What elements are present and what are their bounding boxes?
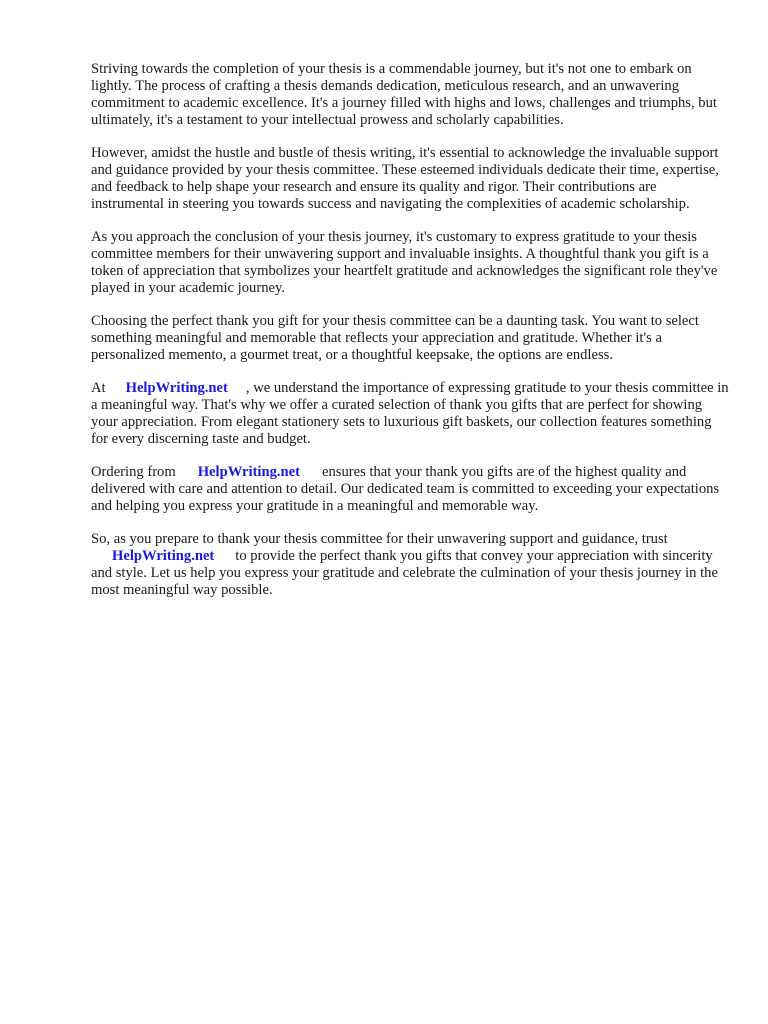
paragraph-text: , we understand the importance of expressing gratitude to your thesis committee in a meaningful way. That's why we offer a curated selection of thank you gifts that are perfect for showing your appreciation. From elegant stationery sets to luxurious gift baskets, our collection features something for every discerning taste and budget.	[91, 380, 729, 447]
paragraph-text: So, as you prepare to thank your thesis committee for their unwavering support and guidance, trust	[91, 531, 668, 547]
helpwriting-link[interactable]: HelpWriting.net	[197, 464, 300, 480]
helpwriting-link[interactable]: HelpWriting.net	[125, 380, 228, 396]
helpwriting-link[interactable]: HelpWriting.net	[112, 548, 215, 564]
paragraph-with-link	[91, 531, 731, 599]
paragraph: Striving towards the completion of your thesis is a commendable journey, but it's not one to embark on lightly. The process of crafting a thesis demands dedication, meticulous research, and an unwavering commitment to academic excellence. It's a journey filled with highs and lows, challenges and triumphs, but ultimately, it's a testament to your intellectual prowess and scholarly capabilities.	[91, 61, 717, 128]
paragraph-text: ensures that your thank you gifts are of the highest quality and delivered with care and attention to detail. Our dedicated team is committed to exceeding your expectations and helping you express your gratitude in a meaningful and memorable way.	[91, 464, 720, 514]
paragraph: However, amidst the hustle and bustle of thesis writing, it's essential to acknowledge the invaluable support and guidance provided by your thesis committee. These esteemed individuals dedicate their time, expertise, and feedback to help shape your research and ensure its quality and rigor. Their contributions are instrumental in steering you towards success and navigating the complexities of academic scholarship.	[91, 145, 719, 212]
paragraph: Choosing the perfect thank you gift for your thesis committee can be a daunting task. You want to select something meaningful and memorable that reflects your appreciation and gratitude. Whether it's a personalized memento, a gourmet treat, or a thoughtful keepsake, the options are endless.	[91, 313, 699, 363]
paragraph-text: to provide the perfect thank you gifts that convey your appreciation with sincerity and style. Let us help you express your gratitude and celebrate the culmination of your thesis journey in the most meaningful way possible.	[91, 548, 718, 598]
paragraph-text: Ordering from	[91, 464, 176, 480]
paragraph-text: At	[91, 380, 106, 396]
document-page	[91, 61, 731, 615]
paragraph-with-link	[91, 380, 731, 448]
paragraph-with-link	[91, 464, 731, 515]
paragraph: As you approach the conclusion of your thesis journey, it's customary to express gratitude to your thesis committee members for their unwavering support and invaluable insights. A thoughtful thank you gift is a token of appreciation that symbolizes your heartfelt gratitude and acknowledges the significant role they've played in your academic journey.	[91, 229, 718, 296]
